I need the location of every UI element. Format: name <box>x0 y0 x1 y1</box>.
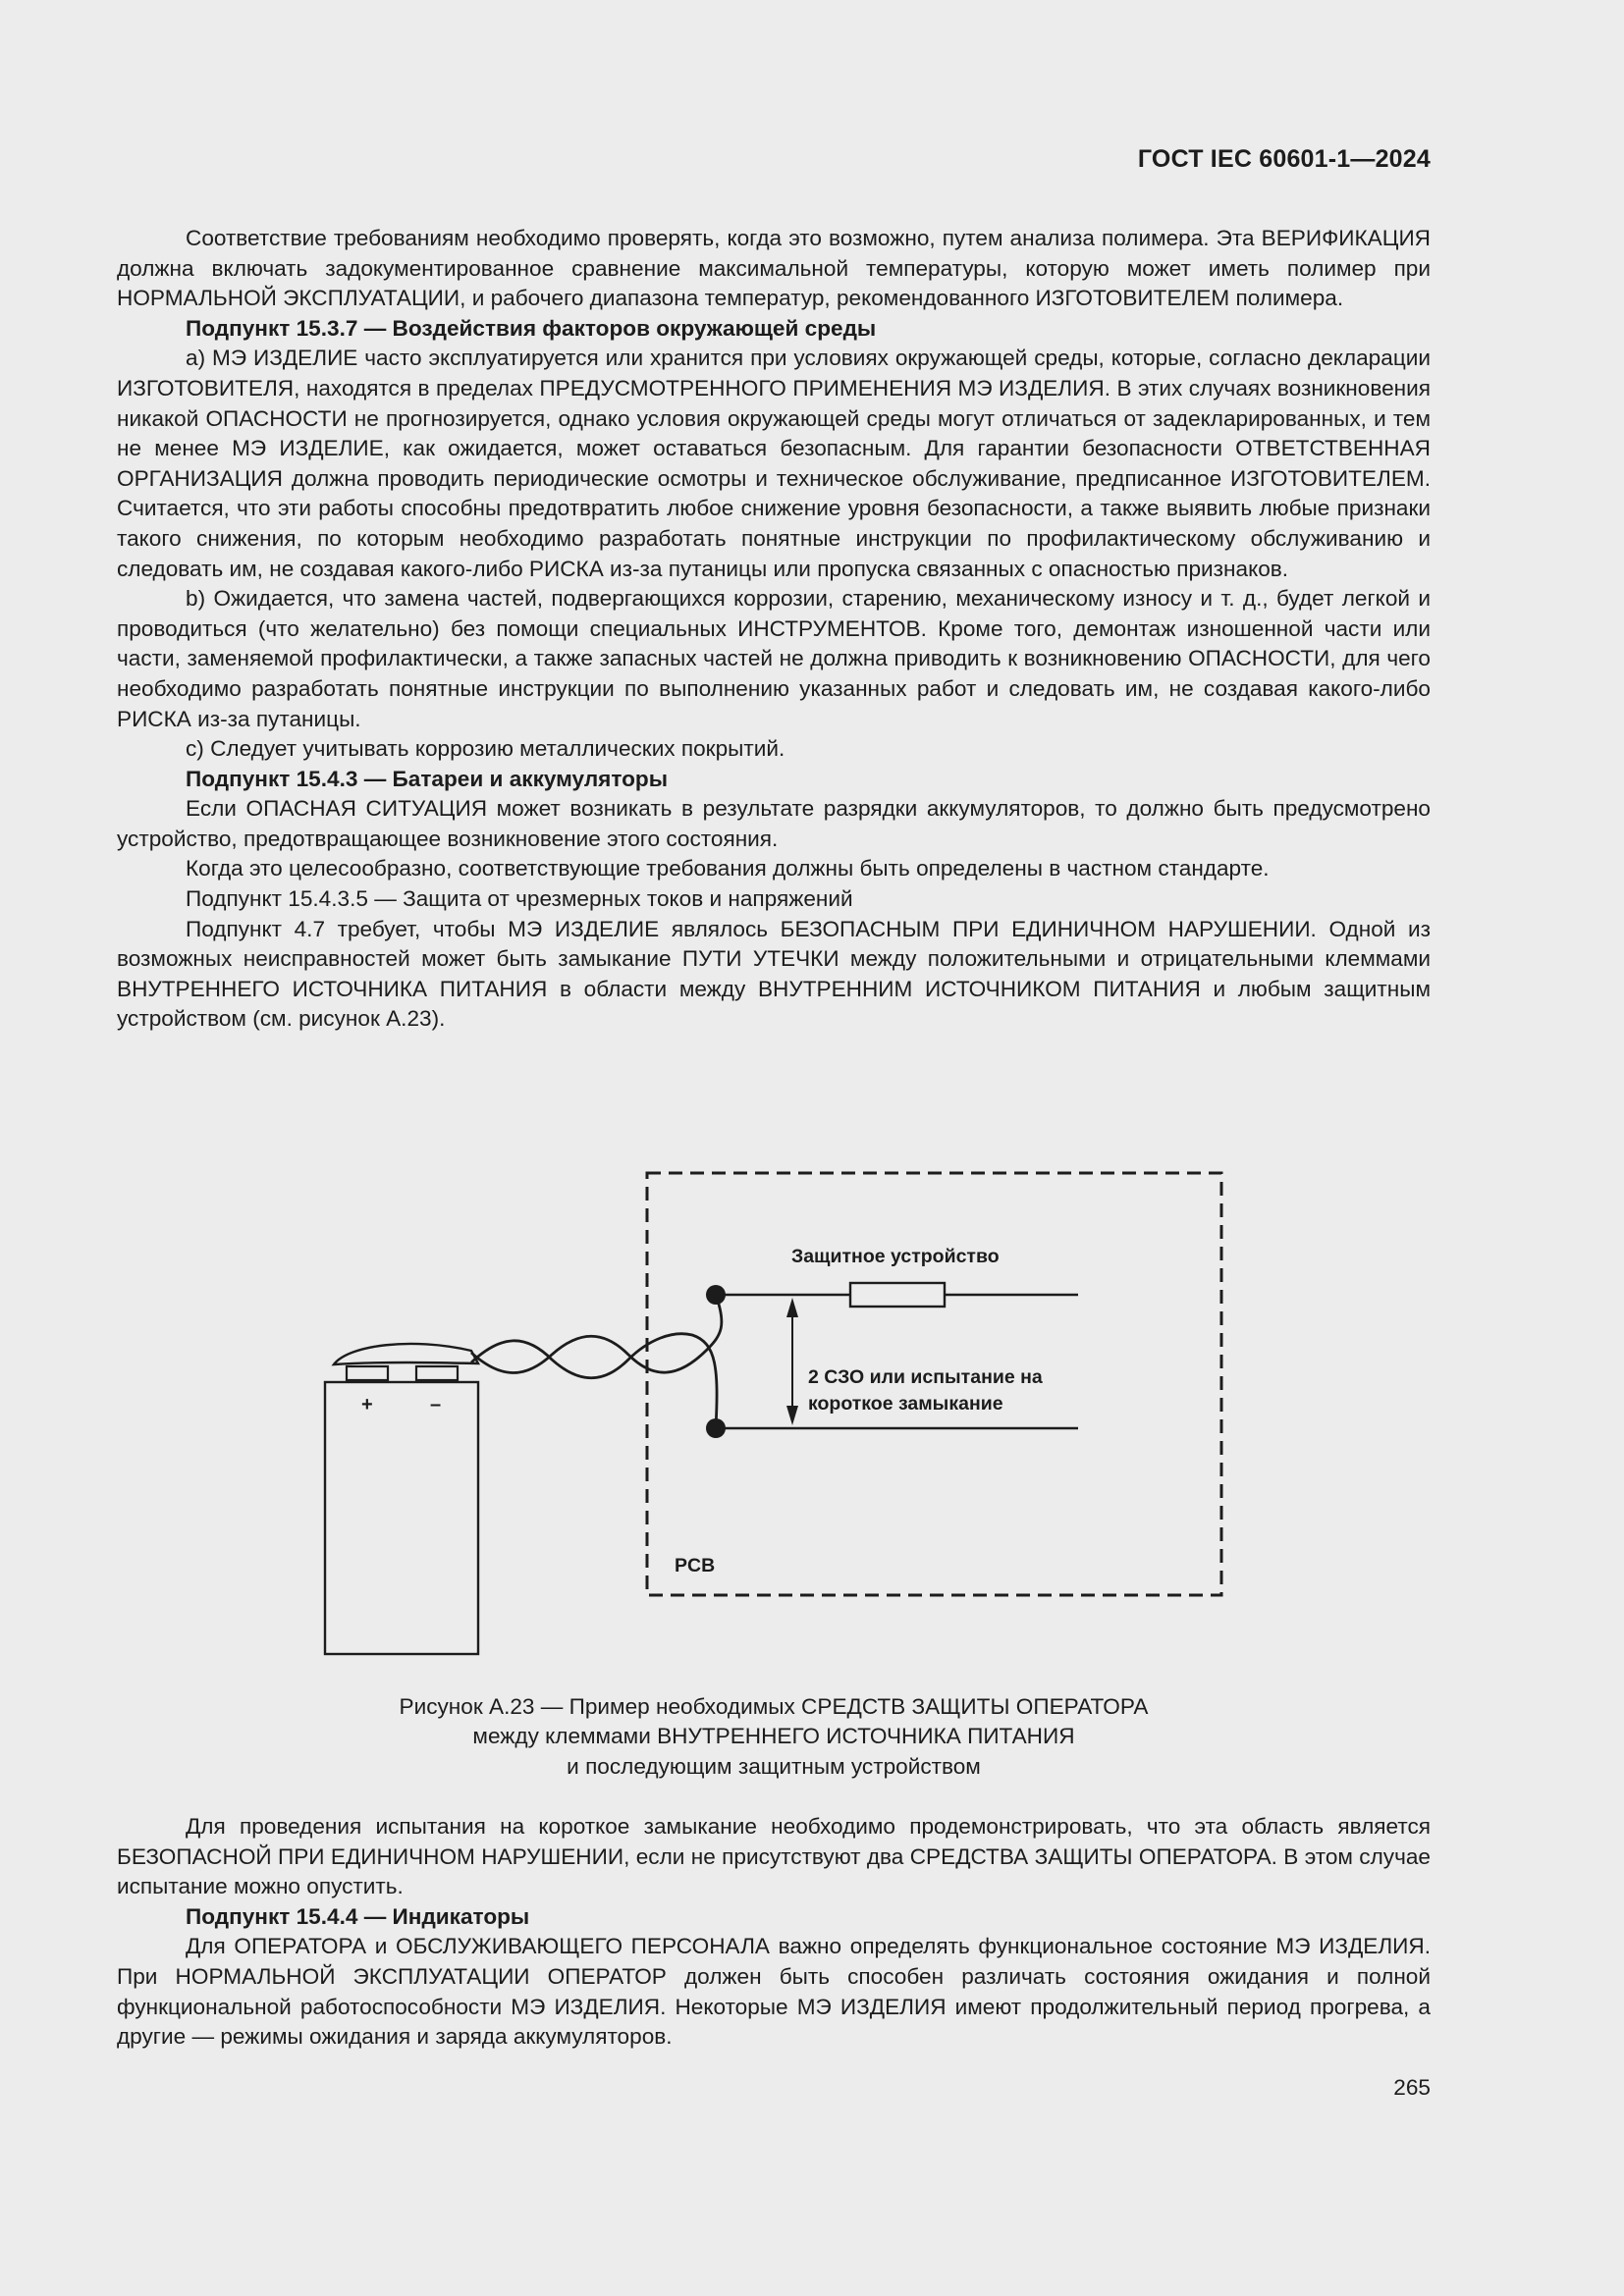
paragraph: Если ОПАСНАЯ СИТУАЦИЯ может возникать в результате разрядки аккумуляторов, то должно быть предусмотрено устройство, предотвращающее возникновение этого состояния. <box>117 796 1431 851</box>
caption-line: между клеммами ВНУТРЕННЕГО ИСТОЧНИКА ПИТАНИЯ <box>472 1724 1075 1749</box>
twisted-wire-b <box>471 1334 717 1428</box>
test-label-line1: 2 СЗО или испытание на <box>808 1366 1043 1388</box>
test-label-line2: короткое замыкание <box>808 1393 1003 1415</box>
document-header: ГОСТ IEC 60601-1—2024 <box>1137 145 1431 173</box>
section-heading: Подпункт 15.3.7 — Воздействия факторов окружающей среды <box>186 315 877 341</box>
section-heading: Подпункт 15.4.3 — Батареи и аккумуляторы <box>186 766 669 791</box>
paragraph: Подпункт 4.7 требует, чтобы МЭ ИЗДЕЛИЕ являлось БЕЗОПАСНЫМ ПРИ ЕДИНИЧНОМ НАРУШЕНИИ. Одной из возможных неисправностей может быть замыкание ПУТИ УТЕЧКИ между положительными и отрицательными клеммами ВНУТРЕННЕГО ИСТОЧНИКА ПИТАНИЯ в области между ВНУТРЕННИМ ИСТОЧНИКОМ ПИТАНИЯ и любым защитным устройством (см. рисунок А.23). <box>117 916 1431 1032</box>
page-number: 265 <box>1393 2075 1431 2100</box>
battery-terminal-negative <box>416 1366 458 1380</box>
battery-minus-label: – <box>430 1394 442 1415</box>
body-text-bottom <box>117 1812 1431 2053</box>
paragraph: Когда это целесообразно, соответствующие требования должны быть определены в частном стандарте. <box>186 856 1270 881</box>
arrow-head-down <box>786 1406 798 1425</box>
protective-device-symbol <box>850 1283 945 1307</box>
caption-line: Рисунок А.23 — Пример необходимых СРЕДСТВ ЗАЩИТЫ ОПЕРАТОРА <box>399 1694 1149 1719</box>
figure-caption <box>117 1692 1431 1782</box>
paragraph: c) Следует учитывать коррозию металлических покрытий. <box>186 736 785 762</box>
paragraph: Для проведения испытания на короткое замыкание необходимо продемонстрировать, что эта область является БЕЗОПАСНОЙ ПРИ ЕДИНИЧНОМ НАРУШЕНИИ, если не присутствуют два СРЕДСТВА ЗАЩИТЫ ОПЕРАТОРА. В этом случае испытание можно опустить. <box>117 1814 1431 1899</box>
protective-device-label: Защитное устройство <box>791 1246 1000 1267</box>
battery-plus-label: + <box>361 1394 373 1415</box>
battery-terminal-positive <box>347 1366 388 1380</box>
paragraph: b) Ожидается, что замена частей, подвергающихся коррозии, старению, механическому износу и т. д., будет легкой и проводиться (что желательно) без помощи специальных ИНСТРУМЕНТОВ. Кроме того, демонтаж изношенной части или части, заменяемой профилактически, а также запасных частей не должна приводить к возникновению ОПАСНОСТИ, для чего необходимо разработать понятные инструкции по выполнению указанных работ и следовать им, не создавая какого-либо РИСКА из-за путаницы. <box>117 586 1431 731</box>
body-text-top <box>117 224 1431 1035</box>
subsection-title: Подпункт 15.4.3.5 — Защита от чрезмерных токов и напряжений <box>186 886 853 912</box>
paragraph: a) МЭ ИЗДЕЛИЕ часто эксплуатируется или хранится при условиях окружающей среды, которые, согласно декларации ИЗГОТОВИТЕЛЯ, находятся в пределах ПРЕДУСМОТРЕННОГО ПРИМЕНЕНИЯ МЭ ИЗДЕЛИЯ. В этих случаях возникновения никакой ОПАСНОСТИ не прогнозируется, однако условия окружающей среды могут отличаться от задекларированных, и тем не менее МЭ ИЗДЕЛИЕ, как ожидается, может оставаться безопасным. Для гарантии безопасности ОТВЕТСТВЕННАЯ ОРГАНИЗАЦИЯ должна проводить периодические осмотры и техническое обслуживание, предписанное ИЗГОТОВИТЕЛЕМ. Считается, что эти работы способны предотвратить любое снижение уровня безопасности, а также выявить любые признаки такого снижения, по которым необходимо разработать понятные инструкции по профилактическому обслуживанию и следовать им, не создавая какого-либо РИСКА из-за путаницы или пропуска связанных с опасностью признаков. <box>117 346 1431 581</box>
caption-line: и последующим защитным устройством <box>567 1753 981 1779</box>
section-heading: Подпункт 15.4.4 — Индикаторы <box>186 1903 530 1929</box>
battery-connector-cap <box>334 1344 478 1364</box>
pcb-label: PCB <box>675 1555 716 1576</box>
figure-a23 <box>295 1158 1237 1669</box>
battery-body <box>325 1382 478 1654</box>
paragraph: Для ОПЕРАТОРА и ОБСЛУЖИВАЮЩЕГО ПЕРСОНАЛА важно определять функциональное состояние МЭ ИЗДЕЛИЯ. При НОРМАЛЬНОЙ ЭКСПЛУАТАЦИИ ОПЕРАТОР должен быть способен различать состояния ожидания и полной функциональной работоспособности МЭ ИЗДЕЛИЯ. Некоторые МЭ ИЗДЕЛИЯ имеют продолжительный период прогрева, а другие — режимы ожидания и заряда аккумуляторов. <box>117 1934 1431 2050</box>
paragraph: Соответствие требованиям необходимо проверять, когда это возможно, путем анализа полимера. Эта ВЕРИФИКАЦИЯ должна включать задокументированное сравнение максимальной температуры, которую может иметь полимер при НОРМАЛЬНОЙ ЭКСПЛУАТАЦИИ, и рабочего диапазона температур, рекомендованного ИЗГОТОВИТЕЛЕМ полимера. <box>117 226 1431 311</box>
arrow-head-up <box>786 1298 798 1317</box>
